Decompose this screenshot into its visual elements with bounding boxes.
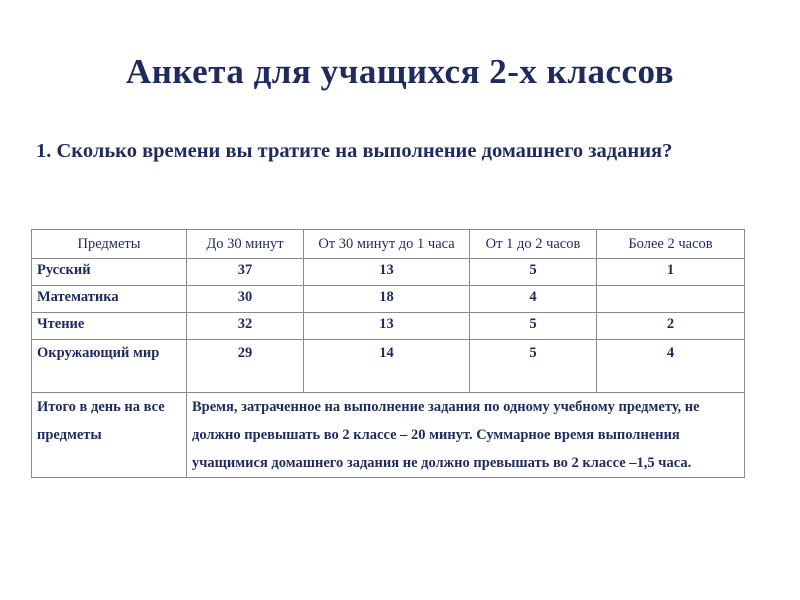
value-cell: 1 xyxy=(597,259,745,286)
value-cell: 18 xyxy=(304,286,470,313)
header-subjects: Предметы xyxy=(32,230,187,259)
subject-cell: Русский xyxy=(32,259,187,286)
value-cell: 14 xyxy=(304,340,470,393)
value-cell: 13 xyxy=(304,313,470,340)
value-cell: 4 xyxy=(597,340,745,393)
header-1-to-2-hours: От 1 до 2 часов xyxy=(470,230,597,259)
total-row xyxy=(32,393,745,478)
value-cell: 5 xyxy=(470,259,597,286)
value-cell: 4 xyxy=(470,286,597,313)
total-label-cell: Итого в день на все предметы xyxy=(32,393,187,478)
table-row xyxy=(32,340,745,393)
value-cell: 2 xyxy=(597,313,745,340)
value-cell xyxy=(597,286,745,313)
value-cell: 5 xyxy=(470,340,597,393)
header-30-min-to-1-hour: От 30 минут до 1 часа xyxy=(304,230,470,259)
value-cell: 32 xyxy=(187,313,304,340)
subject-cell: Окружающий мир xyxy=(32,340,187,393)
header-up-to-30-min: До 30 минут xyxy=(187,230,304,259)
survey-table xyxy=(31,229,745,478)
page-title: Анкета для учащихся 2-х классов xyxy=(125,52,675,91)
header-over-2-hours: Более 2 часов xyxy=(597,230,745,259)
survey-question: 1. Сколько времени вы тратите на выполнение домашнего задания? xyxy=(36,140,673,162)
value-cell: 37 xyxy=(187,259,304,286)
value-cell: 13 xyxy=(304,259,470,286)
table-header-row xyxy=(32,230,745,259)
value-cell: 29 xyxy=(187,340,304,393)
subject-cell: Математика xyxy=(32,286,187,313)
homework-time-note: Время, затраченное на выполнение задания по одному учебному предмету, не должно превышать во 2 классе – 20 минут. Суммарное время выполнения учащимися домашнего задания не должно превышать во 2 классе –1,5 часа. xyxy=(187,393,745,478)
subject-cell: Чтение xyxy=(32,313,187,340)
table-row xyxy=(32,286,745,313)
table-row xyxy=(32,259,745,286)
table-row xyxy=(32,313,745,340)
value-cell: 5 xyxy=(470,313,597,340)
value-cell: 30 xyxy=(187,286,304,313)
